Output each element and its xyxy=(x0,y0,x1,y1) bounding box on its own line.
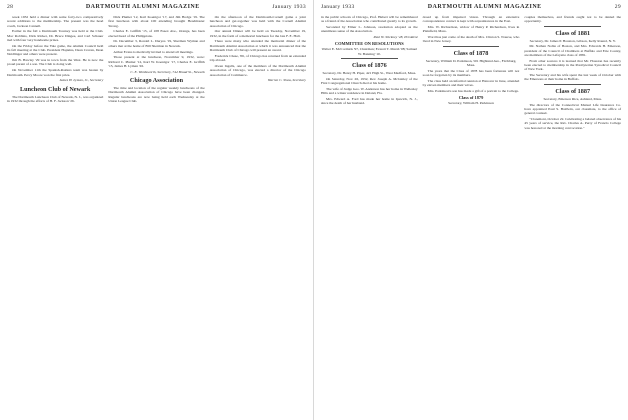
section-heading-chicago: Chicago Association xyxy=(129,77,184,85)
left-magazine-title: DARTMOUTH ALUMNI MAGAZINE xyxy=(85,4,200,10)
committee-heading: COMMITTEE ON RESOLUTIONS xyxy=(334,41,404,47)
right-column-3 xyxy=(524,15,621,131)
paragraph: The Secretary and his wife spent the last week of October with the Emersons at their home in Buffalo. xyxy=(524,73,622,82)
paragraph: On the afternoon of the Dartmouth-Cornell game a joint luncheon and get-together was held with the Cornell Alumni Association of Chicago. xyxy=(209,15,306,28)
divider xyxy=(341,58,398,59)
section-heading-class-1878: Class of 1878 xyxy=(453,49,489,57)
left-columns xyxy=(7,15,306,105)
paragraph: The wife of Judge Geo. W. Anderson has her home in Wellesley Hills and a winter residence in Deland, Fla. xyxy=(321,86,418,96)
paragraph: Arthur Evans is medically invited to attend all meetings. xyxy=(113,49,194,54)
left-page-header xyxy=(7,4,306,13)
paragraph: Mrs. Edward A. Ford has made her home in Ipswich, N. J., since the death of her husband. xyxy=(321,97,418,106)
divider xyxy=(443,46,500,47)
paragraph: The time and location of the regular weekly luncheons of the Dartmouth Alumni Association of Chicago have been changed. Regular luncheons are now being held each Wednesday at the Union League Club. xyxy=(108,86,205,103)
paragraph: The directors of the Connecticut Mutual Life Insurance Co. have appointed Paul S. Baldwin, our classmate, to the office of general counsel. xyxy=(524,102,622,116)
paragraph: week 1932 held a dinner with some forty-two comparatively recent additions to the membership. The present was the head coach, Jackson Cannell. xyxy=(7,15,104,28)
right-column-2 xyxy=(423,15,520,131)
paragraph: Mrs. W. Richardson, widow of Henry P. Richardson, lives in Plainfield, Mass. xyxy=(422,25,520,34)
paragraph: Jim B. Hawley '29 was in town from the West. He is now the proud parent of a son. The Club is doing well. xyxy=(7,58,104,67)
class-secretary: Secretary, Dr. Henry H. Piper, 421 High St., West Medford, Mass. xyxy=(322,71,417,76)
class-secretary: Secretary, Dr. James P. Houston, Gibson, Kelly Round, N. Y. xyxy=(529,38,616,43)
paragraph: Dick Plumer '12, Karl Koenigor '17, and Jim Hodge '19. The first luncheon with about 100 attending brought Headmaster Strong. xyxy=(108,15,205,28)
section-heading-class-1879: Class of 1879 xyxy=(458,95,484,101)
paragraph: The class held an informal reunion at Hanover in June, attended by eleven members and their wives. xyxy=(422,78,520,88)
section-heading-class-1881: Class of 1881 xyxy=(555,29,591,37)
paragraph: Seconded by Elmer L. Johnson, resolution adopted as the unanimous sense of the Association. xyxy=(321,25,418,34)
right-issue-date: January 1933 xyxy=(321,4,355,10)
signature: James H. Lyman, Jr., Secretary xyxy=(59,78,104,83)
paragraph: On November 11th the Spanish-Raiders team was beaten by Dartmouth. Percy Moore won the first prize. xyxy=(7,68,104,77)
paragraph: Word has just come of the death of Mrs. Clinton S. Nourse, who lived in New Jersey. xyxy=(422,35,520,44)
paragraph: couples themselves, and friends ought not to be denied the opportunity. xyxy=(524,15,622,24)
paragraph: On Saturday, Nov. 26, 1932, Rev. Joseph A. McGinley of the First Congregational Church died at his home. xyxy=(321,76,418,86)
signature: C. E. Wordsworth, Secretary, 744 Broad St., Newark xyxy=(130,69,205,74)
right-column-1 xyxy=(321,15,418,131)
paragraph: Mr. Nathan Noble of Boston, and Mrs. Edwards H. Emerson, president of the Council of Chambers at Buffalo and Erie County, are members of the Lafayette class of 1881. xyxy=(524,44,622,57)
right-page-header xyxy=(321,4,621,13)
paragraph: On the Friday before the Yale game, the Alumni Council held its fall meeting at the Club. President Hopkins, Dean Craven, Dean Neidlinger and others were present. xyxy=(7,43,104,57)
paragraph: Earlier in the fall a Dartmouth Tourney was held at the Club. Mac Robbins, Dick Ricker, Dr. Bruce Dingee, and Carl Schauer tied with four very handsome prizes. xyxy=(7,29,104,42)
paragraph: dosed up from impaired vision. Through an extensive correspondence contact is kept with acquaintances in the East. xyxy=(422,15,520,24)
divider xyxy=(544,84,601,85)
paragraph: "Claremont, October 22. Celebrating a belated observance of his 45 years of service, the Rev. Charles A. Perry of Francis College was honored at the morning convocation." xyxy=(524,116,622,130)
left-column-1 xyxy=(7,15,103,105)
paragraph: Charles E. Griffith '15, of 108 Essex Ave., Orange, has been elected head of the Philippians. xyxy=(108,29,205,38)
divider xyxy=(544,26,601,27)
paragraph: Our annual Dinner will be held on Tuesday, November 19, 1932, in the form of a memorial luncheon for the late F. E. Hall. xyxy=(209,29,306,38)
paragraph: Frederick Chase, '06, of Chicago has returned from an extended trip abroad. xyxy=(209,53,306,63)
section-heading-class-1887: Class of 1887 xyxy=(555,87,591,95)
section-heading-newark: Luncheon Club of Newark xyxy=(20,85,91,93)
committee-members: Walter E. McCormick '97, Chairman; Everett T. Marsh '08; Samuel W. Banning '10. xyxy=(321,47,418,56)
paragraph: Dr. December 3, Ronald L. Duryea '19, Sherman Wyman and others met at the home of Bill Sherman in Newark. xyxy=(108,39,205,48)
paragraph: The Dartmouth Luncheon Club of Newark, N. J., was organized in 1932 through the efforts of H. F. Jackson '26. xyxy=(7,94,104,103)
left-issue-date: January 1933 xyxy=(272,4,306,10)
paragraph: Mrs. Parkinson's son has made a gift of a portrait to the College. xyxy=(427,89,519,94)
paragraph: Owen Ingalls, one of the members of the Dartmouth Alumni Association of Chicago, was elected a director of the Chicago Association of Commerce. xyxy=(209,63,306,77)
left-column-2 xyxy=(108,15,204,105)
right-columns xyxy=(321,15,621,131)
section-heading-class-1876: Class of 1876 xyxy=(351,62,387,70)
signature: Paul W. Stickney '28, President xyxy=(373,35,418,40)
paragraph: From other sources it is learned that Mr. Houston has recently been elected to membership in the Presbyterian Synodical Council of New York. xyxy=(524,58,622,72)
class-secretary: Secretary, William H. Parkinson xyxy=(448,101,494,106)
paragraph: There were many who attended the memorial dinner of the Dartmouth Alumni Association at which it was announced that the Dartmouth Club of Chicago will present an award. xyxy=(209,39,306,53)
left-column-3 xyxy=(210,15,306,105)
class-secretary: Secretary, William D. Parkinson, 501 Highland Ave., Fitchburg, Mass. xyxy=(425,58,517,68)
right-magazine-title: DARTMOUTH ALUMNI MAGAZINE xyxy=(427,4,542,10)
right-page xyxy=(314,0,628,420)
signature: Warren C. Shaw, Secretary xyxy=(267,78,306,83)
paragraph: Those present at the luncheon, November 9, 1932, were: Richard C. Plumer '12, Karl W. Koenigor '17, Charles E. Griffith '15, James H. Lyman '26. xyxy=(108,55,205,68)
paragraph: The years that the Class of 1878 has been fortunate will not soon be forgotten by its members. xyxy=(422,68,520,78)
right-page-number: 29 xyxy=(614,4,621,10)
left-page-number: 28 xyxy=(7,4,14,10)
class-secretary: Secretary, Emerson Rice, Ashland, Mass. xyxy=(543,96,602,101)
paragraph: in the public schools of Chicago, Prof. Hubert will be remembered as a friend of the Association who contributed greatly to its growth. xyxy=(321,15,418,24)
